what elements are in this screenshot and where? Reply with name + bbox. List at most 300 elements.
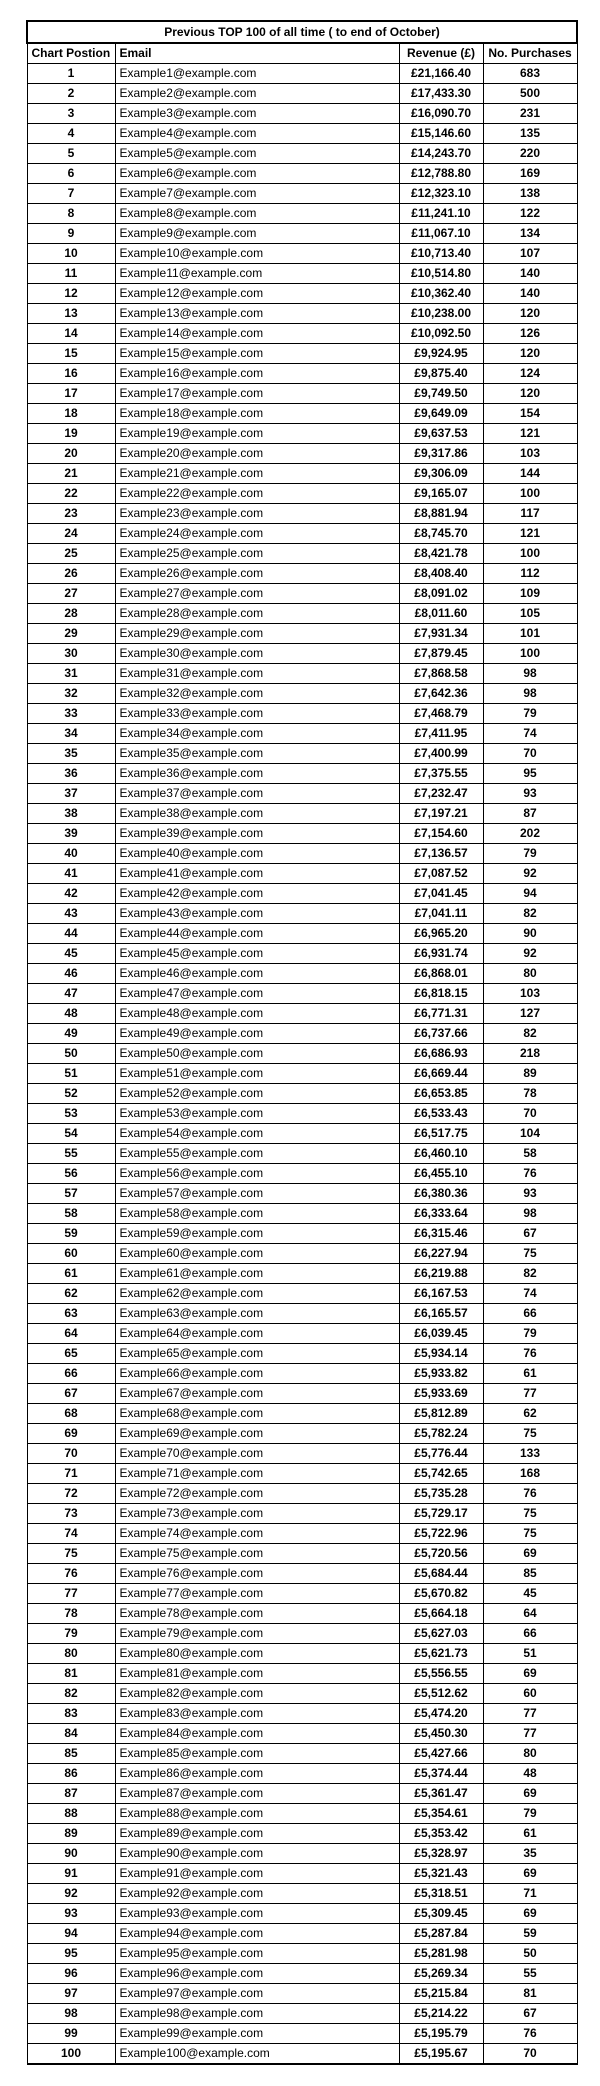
table-row xyxy=(27,464,577,484)
chart-position-cell: 50 xyxy=(27,1044,115,1064)
purchases-cell: 77 xyxy=(483,1384,577,1404)
email-cell: Example90@example.com xyxy=(115,1844,399,1864)
email-cell: Example84@example.com xyxy=(115,1724,399,1744)
chart-position-cell: 99 xyxy=(27,2024,115,2044)
email-cell: Example46@example.com xyxy=(115,964,399,984)
revenue-cell: £11,067.10 xyxy=(399,224,483,244)
revenue-cell: £5,321.43 xyxy=(399,1864,483,1884)
purchases-cell: 109 xyxy=(483,584,577,604)
email-cell: Example13@example.com xyxy=(115,304,399,324)
purchases-cell: 683 xyxy=(483,64,577,84)
email-cell: Example1@example.com xyxy=(115,64,399,84)
revenue-cell: £11,241.10 xyxy=(399,204,483,224)
table-row xyxy=(27,404,577,424)
revenue-cell: £5,328.97 xyxy=(399,1844,483,1864)
email-cell: Example72@example.com xyxy=(115,1484,399,1504)
chart-position-cell: 69 xyxy=(27,1424,115,1444)
email-cell: Example74@example.com xyxy=(115,1524,399,1544)
revenue-cell: £6,818.15 xyxy=(399,984,483,1004)
chart-position-cell: 54 xyxy=(27,1124,115,1144)
purchases-cell: 61 xyxy=(483,1824,577,1844)
table-row xyxy=(27,1064,577,1084)
table-row xyxy=(27,1764,577,1784)
revenue-cell: £6,686.93 xyxy=(399,1044,483,1064)
purchases-cell: 220 xyxy=(483,144,577,164)
email-cell: Example49@example.com xyxy=(115,1024,399,1044)
table-row xyxy=(27,664,577,684)
purchases-cell: 138 xyxy=(483,184,577,204)
purchases-cell: 122 xyxy=(483,204,577,224)
chart-position-cell: 8 xyxy=(27,204,115,224)
table-row xyxy=(27,2044,577,2065)
revenue-cell: £5,735.28 xyxy=(399,1484,483,1504)
table-row xyxy=(27,1304,577,1324)
chart-position-cell: 6 xyxy=(27,164,115,184)
revenue-cell: £9,924.95 xyxy=(399,344,483,364)
revenue-cell: £7,041.11 xyxy=(399,904,483,924)
revenue-cell: £5,776.44 xyxy=(399,1444,483,1464)
purchases-cell: 79 xyxy=(483,704,577,724)
table-row xyxy=(27,1844,577,1864)
chart-position-cell: 80 xyxy=(27,1644,115,1664)
email-cell: Example15@example.com xyxy=(115,344,399,364)
purchases-cell: 154 xyxy=(483,404,577,424)
email-cell: Example11@example.com xyxy=(115,264,399,284)
revenue-cell: £7,879.45 xyxy=(399,644,483,664)
purchases-cell: 144 xyxy=(483,464,577,484)
table-row xyxy=(27,1424,577,1444)
table-row xyxy=(27,684,577,704)
table-row xyxy=(27,1344,577,1364)
revenue-cell: £5,450.30 xyxy=(399,1724,483,1744)
revenue-cell: £14,243.70 xyxy=(399,144,483,164)
chart-position-cell: 97 xyxy=(27,1984,115,2004)
purchases-cell: 64 xyxy=(483,1604,577,1624)
purchases-cell: 87 xyxy=(483,804,577,824)
email-cell: Example28@example.com xyxy=(115,604,399,624)
email-cell: Example3@example.com xyxy=(115,104,399,124)
purchases-cell: 62 xyxy=(483,1404,577,1424)
purchases-cell: 78 xyxy=(483,1084,577,1104)
email-cell: Example63@example.com xyxy=(115,1304,399,1324)
purchases-cell: 61 xyxy=(483,1364,577,1384)
table-row xyxy=(27,604,577,624)
top-100-table xyxy=(26,20,578,2065)
chart-position-cell: 87 xyxy=(27,1784,115,1804)
table-row xyxy=(27,2024,577,2044)
purchases-cell: 69 xyxy=(483,1544,577,1564)
purchases-cell: 75 xyxy=(483,1424,577,1444)
revenue-cell: £5,621.73 xyxy=(399,1644,483,1664)
email-cell: Example62@example.com xyxy=(115,1284,399,1304)
purchases-cell: 74 xyxy=(483,1284,577,1304)
chart-position-cell: 86 xyxy=(27,1764,115,1784)
table-row xyxy=(27,864,577,884)
chart-position-cell: 66 xyxy=(27,1364,115,1384)
email-cell: Example42@example.com xyxy=(115,884,399,904)
chart-position-cell: 56 xyxy=(27,1164,115,1184)
title-row xyxy=(27,21,577,43)
chart-position-cell: 11 xyxy=(27,264,115,284)
table-row xyxy=(27,1624,577,1644)
email-cell: Example22@example.com xyxy=(115,484,399,504)
table-row xyxy=(27,564,577,584)
revenue-cell: £5,269.34 xyxy=(399,1964,483,1984)
revenue-cell: £7,197.21 xyxy=(399,804,483,824)
table-row xyxy=(27,1744,577,1764)
purchases-cell: 140 xyxy=(483,264,577,284)
purchases-cell: 95 xyxy=(483,764,577,784)
purchases-cell: 69 xyxy=(483,1664,577,1684)
revenue-cell: £6,868.01 xyxy=(399,964,483,984)
purchases-cell: 120 xyxy=(483,304,577,324)
table-row xyxy=(27,104,577,124)
table-title: Previous TOP 100 of all time ( to end of October) xyxy=(27,21,577,43)
chart-position-cell: 27 xyxy=(27,584,115,604)
revenue-cell: £9,165.07 xyxy=(399,484,483,504)
purchases-cell: 79 xyxy=(483,844,577,864)
email-cell: Example37@example.com xyxy=(115,784,399,804)
chart-position-cell: 15 xyxy=(27,344,115,364)
chart-position-cell: 41 xyxy=(27,864,115,884)
chart-position-cell: 3 xyxy=(27,104,115,124)
table-row xyxy=(27,124,577,144)
chart-position-cell: 61 xyxy=(27,1264,115,1284)
email-cell: Example98@example.com xyxy=(115,2004,399,2024)
purchases-cell: 98 xyxy=(483,684,577,704)
purchases-cell: 50 xyxy=(483,1944,577,1964)
revenue-cell: £10,362.40 xyxy=(399,284,483,304)
email-cell: Example51@example.com xyxy=(115,1064,399,1084)
revenue-cell: £9,306.09 xyxy=(399,464,483,484)
chart-position-cell: 28 xyxy=(27,604,115,624)
table-row xyxy=(27,1044,577,1064)
purchases-cell: 81 xyxy=(483,1984,577,2004)
revenue-cell: £5,512.62 xyxy=(399,1684,483,1704)
purchases-cell: 98 xyxy=(483,1204,577,1224)
email-cell: Example89@example.com xyxy=(115,1824,399,1844)
chart-position-cell: 77 xyxy=(27,1584,115,1604)
purchases-cell: 35 xyxy=(483,1844,577,1864)
revenue-cell: £7,087.52 xyxy=(399,864,483,884)
chart-position-cell: 96 xyxy=(27,1964,115,1984)
chart-position-cell: 46 xyxy=(27,964,115,984)
revenue-cell: £7,468.79 xyxy=(399,704,483,724)
revenue-cell: £6,167.53 xyxy=(399,1284,483,1304)
table-row xyxy=(27,584,577,604)
chart-position-cell: 1 xyxy=(27,64,115,84)
chart-position-cell: 65 xyxy=(27,1344,115,1364)
table-row xyxy=(27,1684,577,1704)
table-row xyxy=(27,1544,577,1564)
email-cell: Example29@example.com xyxy=(115,624,399,644)
email-cell: Example27@example.com xyxy=(115,584,399,604)
purchases-cell: 117 xyxy=(483,504,577,524)
email-cell: Example44@example.com xyxy=(115,924,399,944)
purchases-cell: 55 xyxy=(483,1964,577,1984)
revenue-cell: £6,333.64 xyxy=(399,1204,483,1224)
chart-position-cell: 55 xyxy=(27,1144,115,1164)
chart-position-cell: 7 xyxy=(27,184,115,204)
chart-position-cell: 82 xyxy=(27,1684,115,1704)
email-cell: Example87@example.com xyxy=(115,1784,399,1804)
purchases-cell: 70 xyxy=(483,744,577,764)
purchases-cell: 218 xyxy=(483,1044,577,1064)
email-cell: Example20@example.com xyxy=(115,444,399,464)
table-row xyxy=(27,1504,577,1524)
email-cell: Example66@example.com xyxy=(115,1364,399,1384)
chart-position-cell: 85 xyxy=(27,1744,115,1764)
chart-position-cell: 59 xyxy=(27,1224,115,1244)
email-cell: Example93@example.com xyxy=(115,1904,399,1924)
revenue-cell: £6,737.66 xyxy=(399,1024,483,1044)
chart-position-cell: 58 xyxy=(27,1204,115,1224)
table-row xyxy=(27,1144,577,1164)
purchases-cell: 112 xyxy=(483,564,577,584)
chart-position-cell: 71 xyxy=(27,1464,115,1484)
revenue-cell: £15,146.60 xyxy=(399,124,483,144)
revenue-cell: £6,380.36 xyxy=(399,1184,483,1204)
revenue-cell: £12,323.10 xyxy=(399,184,483,204)
chart-position-cell: 52 xyxy=(27,1084,115,1104)
table-row xyxy=(27,84,577,104)
email-cell: Example82@example.com xyxy=(115,1684,399,1704)
revenue-cell: £7,642.36 xyxy=(399,684,483,704)
email-cell: Example21@example.com xyxy=(115,464,399,484)
chart-position-cell: 95 xyxy=(27,1944,115,1964)
purchases-cell: 69 xyxy=(483,1784,577,1804)
email-cell: Example59@example.com xyxy=(115,1224,399,1244)
table-row xyxy=(27,184,577,204)
purchases-cell: 120 xyxy=(483,384,577,404)
chart-position-cell: 93 xyxy=(27,1904,115,1924)
email-cell: Example76@example.com xyxy=(115,1564,399,1584)
purchases-cell: 100 xyxy=(483,484,577,504)
purchases-cell: 107 xyxy=(483,244,577,264)
purchases-cell: 69 xyxy=(483,1904,577,1924)
revenue-cell: £10,514.80 xyxy=(399,264,483,284)
chart-position-cell: 39 xyxy=(27,824,115,844)
chart-position-cell: 13 xyxy=(27,304,115,324)
revenue-cell: £6,533.43 xyxy=(399,1104,483,1124)
chart-position-cell: 20 xyxy=(27,444,115,464)
purchases-cell: 82 xyxy=(483,1264,577,1284)
chart-position-cell: 76 xyxy=(27,1564,115,1584)
chart-position-cell: 90 xyxy=(27,1844,115,1864)
chart-position-cell: 98 xyxy=(27,2004,115,2024)
email-cell: Example92@example.com xyxy=(115,1884,399,1904)
revenue-cell: £9,637.53 xyxy=(399,424,483,444)
header-chart-position: Chart Postion xyxy=(27,43,115,64)
table-row xyxy=(27,1264,577,1284)
purchases-cell: 58 xyxy=(483,1144,577,1164)
table-row xyxy=(27,1864,577,1884)
revenue-cell: £7,041.45 xyxy=(399,884,483,904)
chart-position-cell: 70 xyxy=(27,1444,115,1464)
table-row xyxy=(27,1164,577,1184)
table-row xyxy=(27,164,577,184)
email-cell: Example43@example.com xyxy=(115,904,399,924)
purchases-cell: 93 xyxy=(483,1184,577,1204)
chart-position-cell: 4 xyxy=(27,124,115,144)
email-cell: Example38@example.com xyxy=(115,804,399,824)
table-row xyxy=(27,384,577,404)
chart-position-cell: 32 xyxy=(27,684,115,704)
table-row xyxy=(27,1604,577,1624)
table-row xyxy=(27,1484,577,1504)
chart-position-cell: 78 xyxy=(27,1604,115,1624)
table-row xyxy=(27,1644,577,1664)
email-cell: Example78@example.com xyxy=(115,1604,399,1624)
revenue-cell: £5,318.51 xyxy=(399,1884,483,1904)
email-cell: Example73@example.com xyxy=(115,1504,399,1524)
revenue-cell: £6,771.31 xyxy=(399,1004,483,1024)
email-cell: Example57@example.com xyxy=(115,1184,399,1204)
email-cell: Example19@example.com xyxy=(115,424,399,444)
purchases-cell: 93 xyxy=(483,784,577,804)
revenue-cell: £6,669.44 xyxy=(399,1064,483,1084)
email-cell: Example86@example.com xyxy=(115,1764,399,1784)
purchases-cell: 101 xyxy=(483,624,577,644)
table-row xyxy=(27,324,577,344)
purchases-cell: 92 xyxy=(483,944,577,964)
revenue-cell: £5,729.17 xyxy=(399,1504,483,1524)
table-row xyxy=(27,1704,577,1724)
email-cell: Example36@example.com xyxy=(115,764,399,784)
revenue-cell: £6,165.57 xyxy=(399,1304,483,1324)
chart-position-cell: 5 xyxy=(27,144,115,164)
email-cell: Example99@example.com xyxy=(115,2024,399,2044)
revenue-cell: £5,214.22 xyxy=(399,2004,483,2024)
email-cell: Example32@example.com xyxy=(115,684,399,704)
header-purchases: No. Purchases xyxy=(483,43,577,64)
purchases-cell: 71 xyxy=(483,1884,577,1904)
purchases-cell: 79 xyxy=(483,1804,577,1824)
purchases-cell: 80 xyxy=(483,1744,577,1764)
revenue-cell: £8,011.60 xyxy=(399,604,483,624)
purchases-cell: 66 xyxy=(483,1304,577,1324)
email-cell: Example85@example.com xyxy=(115,1744,399,1764)
table-row xyxy=(27,1324,577,1344)
table-row xyxy=(27,1804,577,1824)
table-row xyxy=(27,364,577,384)
chart-position-cell: 84 xyxy=(27,1724,115,1744)
table-row xyxy=(27,424,577,444)
chart-position-cell: 67 xyxy=(27,1384,115,1404)
email-cell: Example9@example.com xyxy=(115,224,399,244)
revenue-cell: £8,421.78 xyxy=(399,544,483,564)
revenue-cell: £5,782.24 xyxy=(399,1424,483,1444)
chart-position-cell: 16 xyxy=(27,364,115,384)
purchases-cell: 169 xyxy=(483,164,577,184)
email-cell: Example31@example.com xyxy=(115,664,399,684)
purchases-cell: 89 xyxy=(483,1064,577,1084)
chart-position-cell: 18 xyxy=(27,404,115,424)
revenue-cell: £6,517.75 xyxy=(399,1124,483,1144)
purchases-cell: 120 xyxy=(483,344,577,364)
email-cell: Example56@example.com xyxy=(115,1164,399,1184)
table-row xyxy=(27,1924,577,1944)
purchases-cell: 77 xyxy=(483,1724,577,1744)
table-row xyxy=(27,984,577,1004)
table-body xyxy=(27,64,577,2065)
chart-position-cell: 51 xyxy=(27,1064,115,1084)
revenue-cell: £5,427.66 xyxy=(399,1744,483,1764)
revenue-cell: £5,812.89 xyxy=(399,1404,483,1424)
email-cell: Example40@example.com xyxy=(115,844,399,864)
email-cell: Example94@example.com xyxy=(115,1924,399,1944)
table-row xyxy=(27,484,577,504)
chart-position-cell: 74 xyxy=(27,1524,115,1544)
email-cell: Example47@example.com xyxy=(115,984,399,1004)
purchases-cell: 103 xyxy=(483,984,577,1004)
purchases-cell: 168 xyxy=(483,1464,577,1484)
chart-position-cell: 9 xyxy=(27,224,115,244)
email-cell: Example5@example.com xyxy=(115,144,399,164)
chart-position-cell: 22 xyxy=(27,484,115,504)
table-row xyxy=(27,1104,577,1124)
table-row xyxy=(27,744,577,764)
revenue-cell: £5,474.20 xyxy=(399,1704,483,1724)
table-row xyxy=(27,904,577,924)
revenue-cell: £10,092.50 xyxy=(399,324,483,344)
email-cell: Example45@example.com xyxy=(115,944,399,964)
purchases-cell: 76 xyxy=(483,1164,577,1184)
table-row xyxy=(27,1824,577,1844)
table-row xyxy=(27,1384,577,1404)
table-row xyxy=(27,1564,577,1584)
table-row xyxy=(27,2004,577,2024)
chart-position-cell: 63 xyxy=(27,1304,115,1324)
purchases-cell: 75 xyxy=(483,1504,577,1524)
chart-position-cell: 26 xyxy=(27,564,115,584)
table-row xyxy=(27,1004,577,1024)
revenue-cell: £7,136.57 xyxy=(399,844,483,864)
revenue-cell: £6,039.45 xyxy=(399,1324,483,1344)
table-row xyxy=(27,344,577,364)
revenue-cell: £5,742.65 xyxy=(399,1464,483,1484)
email-cell: Example100@example.com xyxy=(115,2044,399,2065)
table-row xyxy=(27,1024,577,1044)
revenue-cell: £5,309.45 xyxy=(399,1904,483,1924)
email-cell: Example18@example.com xyxy=(115,404,399,424)
table-row xyxy=(27,64,577,84)
revenue-cell: £17,433.30 xyxy=(399,84,483,104)
chart-position-cell: 100 xyxy=(27,2044,115,2065)
email-cell: Example77@example.com xyxy=(115,1584,399,1604)
chart-position-cell: 36 xyxy=(27,764,115,784)
table-row xyxy=(27,944,577,964)
table-row xyxy=(27,1464,577,1484)
purchases-cell: 70 xyxy=(483,1104,577,1124)
purchases-cell: 76 xyxy=(483,1344,577,1364)
revenue-cell: £5,195.67 xyxy=(399,2044,483,2065)
chart-position-cell: 88 xyxy=(27,1804,115,1824)
purchases-cell: 51 xyxy=(483,1644,577,1664)
chart-position-cell: 2 xyxy=(27,84,115,104)
purchases-cell: 69 xyxy=(483,1864,577,1884)
revenue-cell: £9,317.86 xyxy=(399,444,483,464)
table-row xyxy=(27,1084,577,1104)
email-cell: Example10@example.com xyxy=(115,244,399,264)
table-row xyxy=(27,1584,577,1604)
chart-position-cell: 10 xyxy=(27,244,115,264)
chart-position-cell: 42 xyxy=(27,884,115,904)
email-cell: Example68@example.com xyxy=(115,1404,399,1424)
email-cell: Example16@example.com xyxy=(115,364,399,384)
email-cell: Example54@example.com xyxy=(115,1124,399,1144)
email-cell: Example33@example.com xyxy=(115,704,399,724)
